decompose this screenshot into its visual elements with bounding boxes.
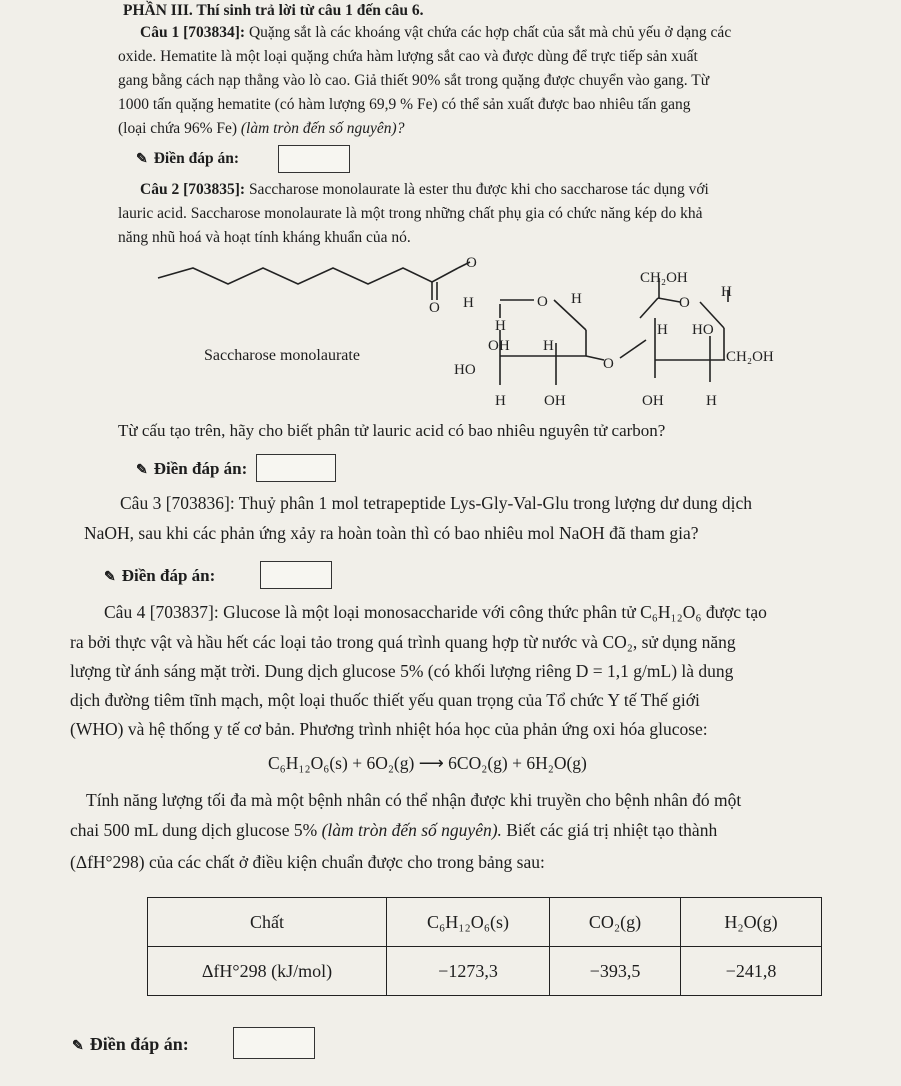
q1-line-5: (loại chứa 96% Fe) (làm tròn đến số nguyên)?	[118, 120, 405, 137]
struct-ch2oh-right: CH₂OH	[726, 349, 774, 365]
q3-line-1: Câu 3 [703836]: Thuỷ phân 1 mol tetrapeptide Lys-Gly-Val-Glu trong lượng dư dung dịch	[120, 493, 753, 513]
q2-answer-input[interactable]	[256, 454, 336, 482]
q3-line-2: NaOH, sau khi các phản ứng xảy ra hoàn toàn thì có bao nhiêu mol NaOH đã tham gia?	[84, 523, 699, 543]
q2-line-3: năng nhũ hoá và hoạt tính kháng khuẩn của nó.	[118, 229, 411, 246]
table-header-cell: C₆H₁₂O₆(s)	[387, 898, 550, 947]
struct-o-ring2: O	[679, 295, 690, 311]
table-row-label: ΔfH°298 (kJ/mol)	[148, 947, 387, 996]
struct-h8: H	[706, 393, 717, 409]
struct-h5: H	[495, 393, 506, 409]
q4-answer-input[interactable]	[233, 1027, 315, 1059]
struct-ch2oh-top: CH₂OH	[640, 270, 688, 286]
q1-line-1: Câu 1 [703834]: Quặng sắt là các khoáng vật chứa các hợp chất của sắt mà chủ yếu ở dạng các	[140, 24, 732, 41]
q1-line-4: 1000 tấn quặng hematite (có hàm lượng 69,9 % Fe) có thể sản xuất được bao nhiêu tấn gang	[118, 96, 691, 113]
q4-line-2: ra bởi thực vật và hầu hết các loại tảo trong quá trình quang hợp từ nước và CO₂, sử dụng năng	[70, 632, 736, 652]
q4-answer-label: ✎ Điền đáp án:	[72, 1034, 189, 1054]
section-header: PHẦN III. Thí sinh trả lời từ câu 1 đến câu 6.	[123, 2, 424, 19]
q2-line-1: Câu 2 [703835]: Saccharose monolaurate là ester thu được khi cho saccharose tác dụng với	[140, 181, 709, 198]
struct-o-link: O	[603, 356, 614, 372]
q4-equation: C₆H₁₂O₆(s) + 6O₂(g) ⟶ 6CO₂(g) + 6H₂O(g)	[268, 753, 587, 773]
table-cell: −241,8	[681, 947, 822, 996]
q2-line-2: lauric acid. Saccharose monolaurate là một trong những chất phụ gia có chức năng kép do khả	[118, 205, 703, 222]
q4-line-4: dịch đường tiêm tĩnh mạch, một loại thuốc thiết yếu quan trọng của Tổ chức Y tế Thế giới	[70, 690, 700, 710]
q2-answer-label: ✎ Điền đáp án:	[136, 459, 248, 478]
pencil-icon: ✎	[136, 463, 148, 478]
q3-answer-label: ✎ Điền đáp án:	[104, 566, 216, 585]
struct-oh1: OH	[488, 338, 510, 354]
q1-answer-label: ✎ Điền đáp án:	[136, 150, 240, 167]
q4-line-1: Câu 4 [703837]: Glucose là một loại monosaccharide với công thức phân tử C₆H₁₂O₆ được tạo	[104, 602, 767, 622]
table-header-cell: Chất	[148, 898, 387, 947]
table-row	[148, 947, 822, 996]
struct-h3: H	[495, 318, 506, 334]
struct-ho2: HO	[692, 322, 714, 338]
pencil-icon: ✎	[136, 152, 148, 167]
table-header-cell: H₂O(g)	[681, 898, 822, 947]
struct-oh2: OH	[544, 393, 566, 409]
q4-line-5: (WHO) và hệ thống y tế cơ bản. Phương trình nhiệt hóa học của phản ứng oxi hóa glucose:	[70, 719, 708, 739]
q2-question: Từ cấu tạo trên, hãy cho biết phân tử lauric acid có bao nhiêu nguyên tử carbon?	[118, 421, 666, 440]
struct-h7: H	[657, 322, 668, 338]
q1-line-3: gang bằng cách nạp thẳng vào lò cao. Giả thiết 90% sắt trong quặng được chuyển vào gang. Từ	[118, 72, 710, 89]
struct-oh3: OH	[642, 393, 664, 409]
q3-answer-input[interactable]	[260, 561, 332, 589]
struct-o-carbonyl: O	[429, 300, 440, 316]
struct-h2: H	[571, 291, 582, 307]
q1-line-2: oxide. Hematite là một loại quặng chứa hàm lượng sắt cao và được dùng để trực tiếp sản xuất	[118, 48, 698, 65]
struct-h6: H	[721, 284, 732, 300]
q4-line-8: (ΔfH°298) của các chất ở điều kiện chuẩn được cho trong bảng sau:	[70, 852, 545, 872]
structure-name: Saccharose monolaurate	[204, 347, 360, 364]
pencil-icon: ✎	[72, 1039, 84, 1054]
q4-line-7: chai 500 mL dung dịch glucose 5% (làm tròn đến số nguyên). Biết các giá trị nhiệt tạo thành	[70, 820, 718, 840]
table-header-row	[148, 898, 822, 947]
struct-ho: HO	[454, 362, 476, 378]
q4-line-6: Tính năng lượng tối đa mà một bệnh nhân có thể nhận được khi truyền cho bệnh nhân đó một	[86, 790, 742, 810]
pencil-icon: ✎	[104, 570, 116, 585]
enthalpy-table	[147, 897, 822, 996]
struct-h4: H	[543, 338, 554, 354]
struct-h1: H	[463, 295, 474, 311]
struct-o-top: O	[466, 255, 477, 271]
table-header-cell: CO₂(g)	[550, 898, 681, 947]
q4-line-3: lượng từ ánh sáng mặt trời. Dung dịch glucose 5% (có khối lượng riêng D = 1,1 g/mL) là dung	[70, 661, 734, 681]
table-cell: −1273,3	[387, 947, 550, 996]
struct-o-ring: O	[537, 294, 548, 310]
table-cell: −393,5	[550, 947, 681, 996]
